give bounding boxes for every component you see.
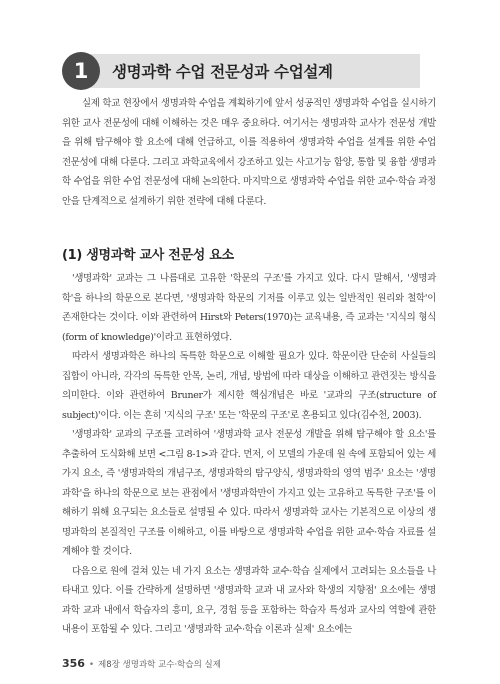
body-paragraph-1: '생명과학' 교과는 그 나름대로 고유한 '학문의 구조'를 가지고 있다. 다시 말해서, '생명과학'을 하나의 학문으로 본다면, '생명과학 학문의 기저를 이루고 있는 일반적인 원리와 철학'이 존재한다는 것이다. 이와 관련하여 Hirst와 Peters(1970)는 교육내용, 즉 교과는 '지식의 형식(form of knowledge)'이라고 표현하였다. [62, 273, 436, 343]
chapter-label: 제8장 생명과학 교수·학습의 실제 [97, 660, 221, 670]
page-number: 356 [62, 657, 85, 670]
intro-paragraph: 실제 학교 현장에서 생명과학 수업을 계획하기에 앞서 성공적인 생명과학 수업을 실시하기 위한 교사 전문성에 대해 이해하는 것은 매우 중요하다. 여기서는 생명과학 교사가 전문성 개발을 위해 탐구해야 할 요소에 대해 언급하고, 이를 적용하여 생명과학 수업을 설계를 위한 수업 전문성에 대해 다룬다. 그리고 과학교육에서 강조하고 있는 사고기능 함양, 통합 및 융합 생명과학 수업을 위한 수업 전문성에 대해 논의한다. 마지막으로 생명과학 수업을 위한 교수·학습 과정안을 단계적으로 설계하기 위한 전략에 대해 다룬다. [62, 98, 436, 207]
intro-block [62, 94, 436, 211]
section-heading: (1) 생명과학 교사 전문성 요소 [62, 248, 234, 263]
section-number-badge: 1 [62, 52, 100, 90]
body-paragraph-4: 다음으로 원에 걸쳐 있는 네 가지 요소는 생명과학 교수·학습 실제에서 고려되는 요소들을 나타내고 있다. 이를 간략하게 설명하면 '생명과학 교과 내 교사와 학생의 지향점' 요소에는 생명과학 교과 내에서 학습자의 흥미, 요구, 경험 등을 포함하는 학습자 특성과 교사의 역할에 관한 내용이 포함될 수 있다. 그리고 '생명과학 교수·학습 이론과 실제' 요소에는 [62, 565, 436, 635]
body-paragraph-2: 따라서 생명과학은 하나의 독특한 학문으로 이해할 필요가 있다. 학문이란 단순히 사실들의 집합이 아니라, 각각의 독특한 안목, 논리, 개념, 방법에 따라 대상을 이해하고 관련짓는 방식을 의미한다. 이와 관련하여 Bruner가 제시한 핵심개념은 바로 '교과의 구조(structure of subject)'이다. 이는 흔히 '지식의 구조' 또는 '학문의 구조'로 혼용되고 있다(김수천, 2003). [62, 351, 436, 421]
chapter-heading-title: 생명과학 수업 전문성과 수업설계 [112, 63, 333, 81]
section-body [62, 269, 436, 640]
page-footer [62, 657, 221, 670]
footer-separator: • [88, 660, 94, 670]
body-paragraph-3: '생명과학' 교과의 구조를 고려하여 '생명과학 교사 전문성 개발을 위해 탐구해야 할 요소'를 추출하여 도식화해 보면 <그림 8-1>과 같다. 먼저, 이 모델의 가운데 원 속에 포함되어 있는 세 가지 요소, 즉 '생명과학의 개념구조, 생명과학의 탐구양식, 생명과학의 영역 범주' 요소는 '생명과학'을 하나의 학문으로 보는 관점에서 '생명과학만이 가지고 있는 고유하고 독특한 구조'를 이해하기 위해 요구되는 요소들로 설명될 수 있다. 따라서 생명과학 교사는 기본적으로 이상의 생명과학의 본질적인 구조를 이해하고, 이를 바탕으로 생명과학 수업을 위한 교수·학습 자료를 설계해야 할 것이다. [62, 429, 436, 557]
